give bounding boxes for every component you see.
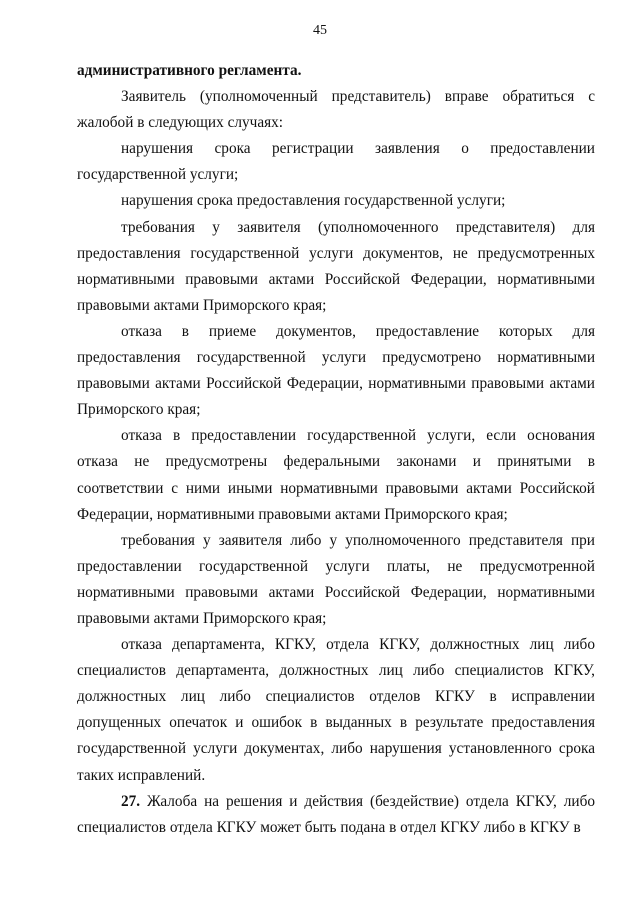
paragraph-complaint-intro: Заявитель (уполномоченный представитель) вправе обратиться с жалобой в следующих случаях: (77, 88, 595, 132)
document-body (77, 58, 595, 841)
paragraph-case-service-term: нарушения срока предоставления государственной услуги; (121, 192, 506, 210)
paragraph-case-extra-documents: требования у заявителя (уполномоченного представителя) для предоставления государственной услуги документов, не предусмотренных нормативными правовыми актами Российской Федерации, нормативными правовыми актами Приморского края; (77, 218, 595, 314)
paragraph-case-service-refusal: отказа в предоставлении государственной услуги, если основания отказа не предусмотрены федеральными законами и принятыми в соответствии с ними иными нормативными правовыми актами Российской Федерации, нормативными правовыми актами Приморского края; (77, 427, 595, 523)
paragraph-number: 27. (121, 792, 141, 810)
paragraph-case-corrections: отказа департамента, КГКУ, отдела КГКУ, должностных лиц либо специалистов департамента, должностных лиц либо специалистов КГКУ, должностных лиц либо специалистов отделов КГКУ в исправлении допущенных опечаток и ошибок в выданных в результате предоставления государственной услуги документах, либо нарушения установленного срока таких исправлений. (77, 636, 595, 784)
paragraph-27-text: Жалоба на решения и действия (бездействие) отдела КГКУ, либо специалистов отдела КГКУ может быть подана в отдел КГКУ либо в КГКУ в (77, 792, 595, 836)
paragraph-27 (77, 789, 595, 841)
paragraph-regulation-end: административного регламента. (77, 62, 302, 79)
paragraph-case-fee: требования у заявителя либо у уполномоченного представителя при предоставлении государственной услуги платы, не предусмотренной нормативными правовыми актами Российской Федерации, нормативными правовыми актами Приморского края; (77, 531, 595, 627)
paragraph-case-document-refusal: отказа в приеме документов, предоставление которых для предоставления государственной услуги предусмотрено нормативными правовыми актами Российской Федерации, нормативными правовыми актами Приморского края; (77, 322, 595, 419)
paragraph-case-registration-term: нарушения срока регистрации заявления о предоставлении государственной услуги; (77, 140, 595, 184)
page-number: 45 (313, 23, 327, 38)
